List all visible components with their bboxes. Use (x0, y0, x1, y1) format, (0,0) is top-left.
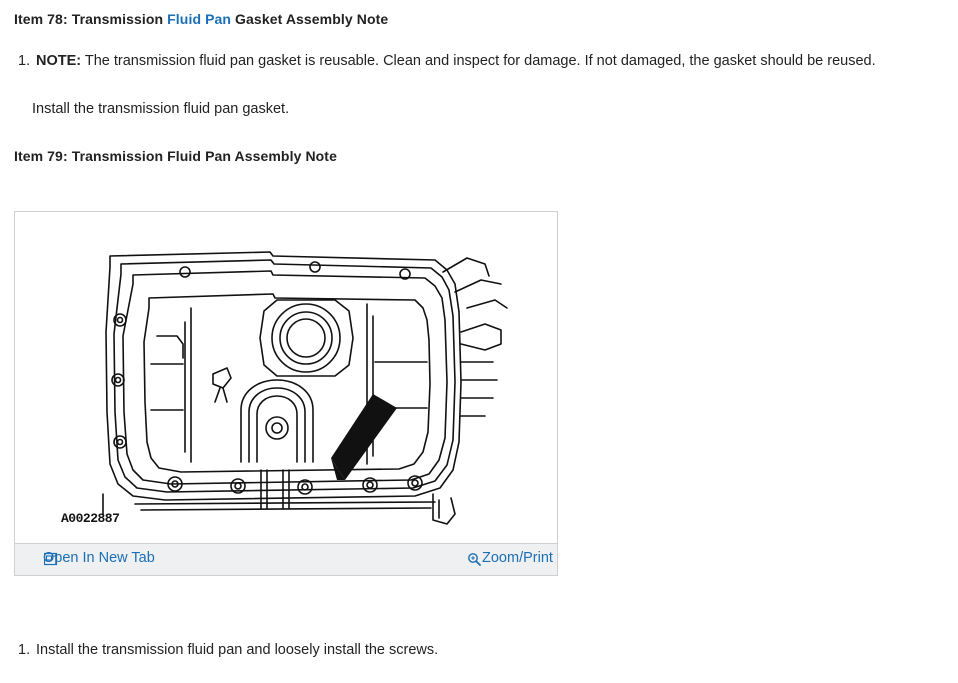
figure-caption-bar (15, 543, 557, 575)
magnifier-icon[interactable] (467, 552, 481, 566)
zoom-print-link[interactable]: Zoom/Print (482, 550, 553, 566)
open-in-new-tab-link[interactable]: Open In New Tab (43, 550, 155, 566)
note-instruction-text: Install the transmission fluid pan gasket. (32, 101, 290, 117)
note-label: NOTE: (36, 53, 82, 69)
fluid-pan-line-drawing (15, 212, 557, 542)
note-text: The transmission fluid pan gasket is reusable. Clean and inspect for damage. If not damaged, the gasket should be reused. (81, 53, 876, 69)
note-list (14, 51, 954, 72)
final-instruction-list (14, 640, 914, 661)
image-reference-code: A0022887 (61, 511, 120, 526)
final-instruction-text: Install the transmission fluid pan and loosely install the screws. (36, 642, 439, 658)
list-marker: 1. (18, 642, 31, 658)
list-marker: 1. (18, 53, 31, 69)
callout-arrow (331, 394, 397, 480)
heading-78-suffix: Gasket Assembly Note (231, 11, 389, 27)
fluid-pan-link[interactable]: Fluid Pan (167, 11, 232, 27)
section-heading-item-79: Item 79: Transmission Fluid Pan Assembly Note (14, 148, 337, 164)
heading-78-prefix: Item 78: Transmission (14, 11, 168, 27)
transmission-fluid-pan-diagram (15, 212, 557, 542)
list-item (14, 51, 954, 72)
section-heading-item-78 (14, 11, 388, 27)
list-item (14, 640, 914, 661)
figure-container (14, 211, 558, 576)
